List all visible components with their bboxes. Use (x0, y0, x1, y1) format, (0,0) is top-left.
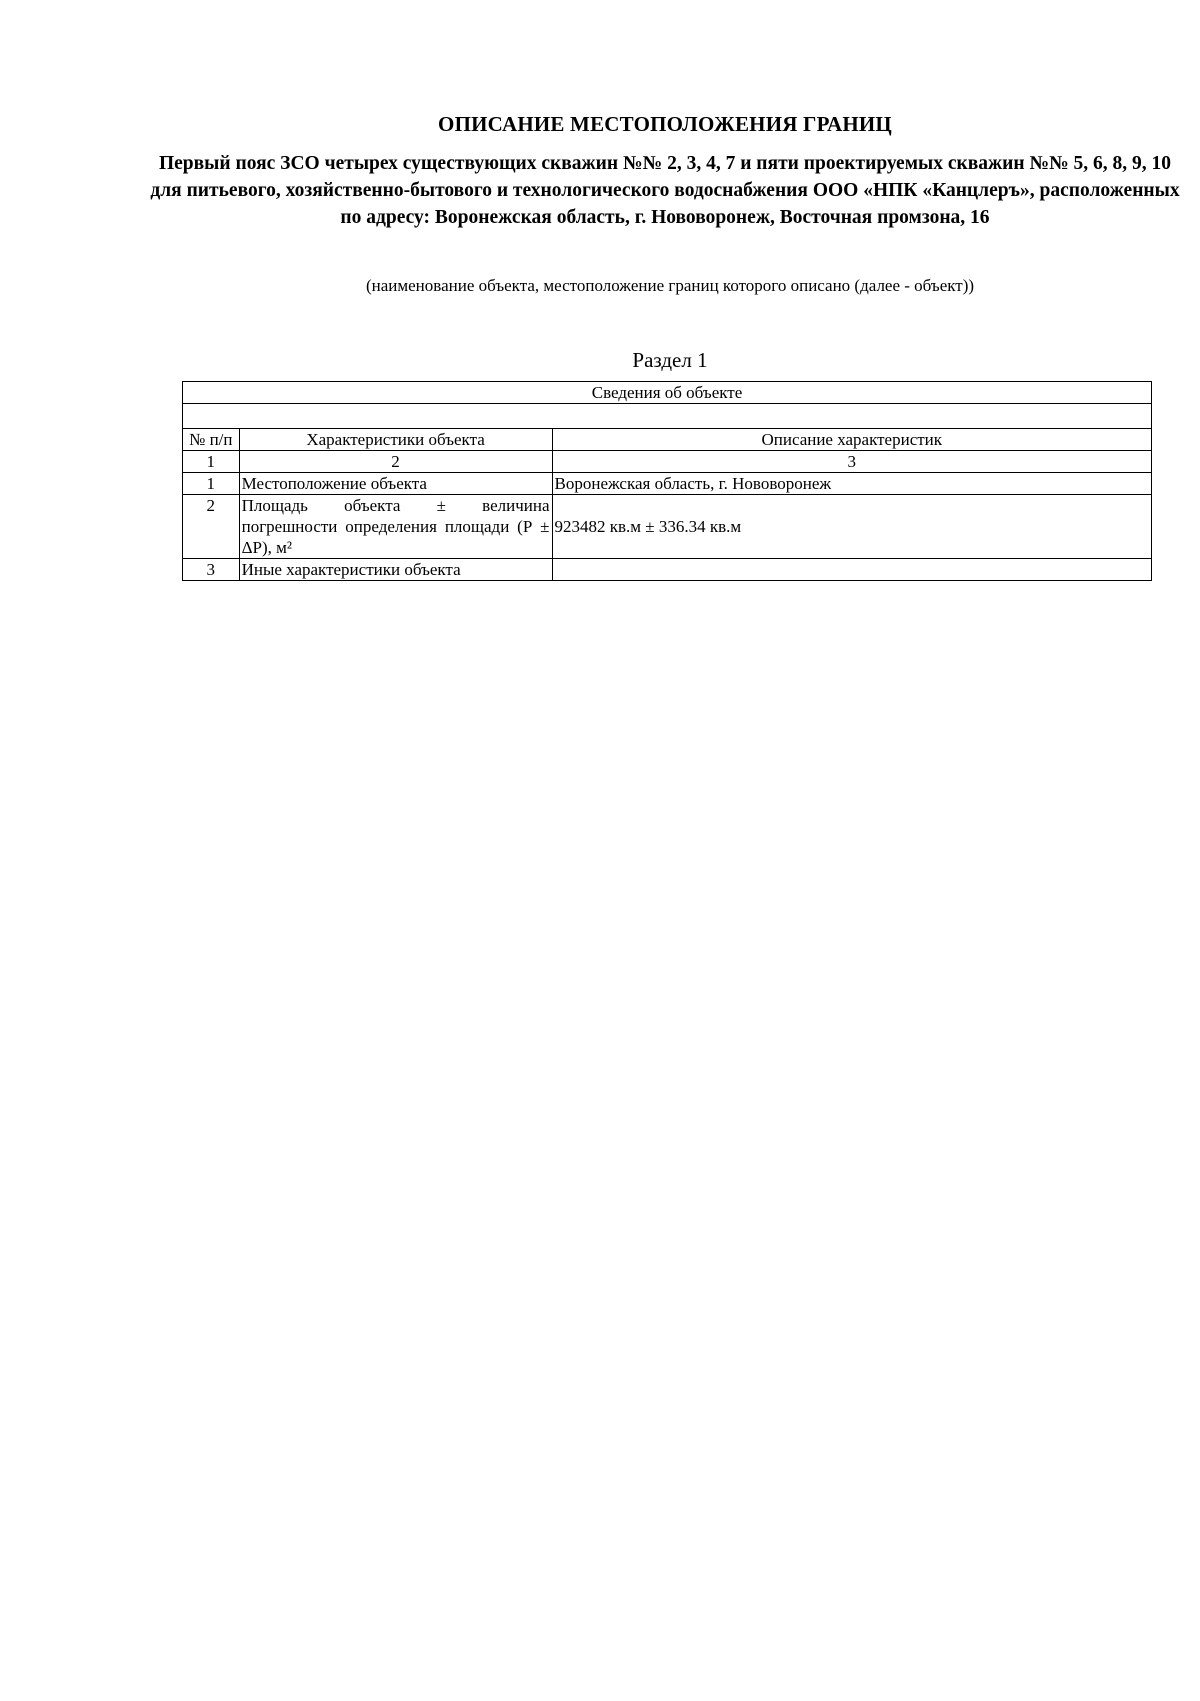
row-description: 923482 кв.м ± 336.34 кв.м (552, 495, 1151, 559)
table-empty-row (183, 404, 1152, 429)
table-caption: Сведения об объекте (183, 382, 1152, 404)
header-description: Описание характеристик (552, 429, 1151, 451)
row-description (552, 559, 1151, 581)
row-description: Воронежская область, г. Нововоронеж (552, 473, 1151, 495)
row-characteristic: Местоположение объекта (239, 473, 552, 495)
row-characteristic: Площадь объекта ± величина погрешности определения площади (Р ± ΔР), м² (239, 495, 552, 559)
empty-cell (183, 404, 1152, 429)
row-num: 1 (183, 473, 240, 495)
column-number-1: 1 (183, 451, 240, 473)
table-column-numbers-row (183, 451, 1152, 473)
row-num: 3 (183, 559, 240, 581)
document-title: ОПИСАНИЕ МЕСТОПОЛОЖЕНИЯ ГРАНИЦ (438, 112, 892, 136)
table-row (183, 559, 1152, 581)
table-row (183, 495, 1152, 559)
object-caption: (наименование объекта, местоположение границ которого описано (далее - объект)) (365, 276, 975, 295)
object-info-table (182, 381, 1152, 581)
section-title: Раздел 1 (632, 348, 708, 372)
column-number-2: 2 (239, 451, 552, 473)
header-num: № п/п (183, 429, 240, 451)
table-caption-row (183, 382, 1152, 404)
row-characteristic: Иные характеристики объекта (239, 559, 552, 581)
column-number-3: 3 (552, 451, 1151, 473)
object-name: Первый пояс ЗСО четырех существующих скважин №№ 2, 3, 4, 7 и пяти проектируемых скважин №№ 5, 6, 8, 9, 10 для питьевого, хозяйственно-бытового и технологического водоснабжения ООО «НПК «Канцлеръ», расположенных по адресу: Воронежская область, г. Нововоронеж, Восточная промзона, 16 (150, 153, 1180, 228)
row-num: 2 (183, 495, 240, 559)
table-row (183, 473, 1152, 495)
header-characteristic: Характеристики объекта (239, 429, 552, 451)
table-header-row (183, 429, 1152, 451)
